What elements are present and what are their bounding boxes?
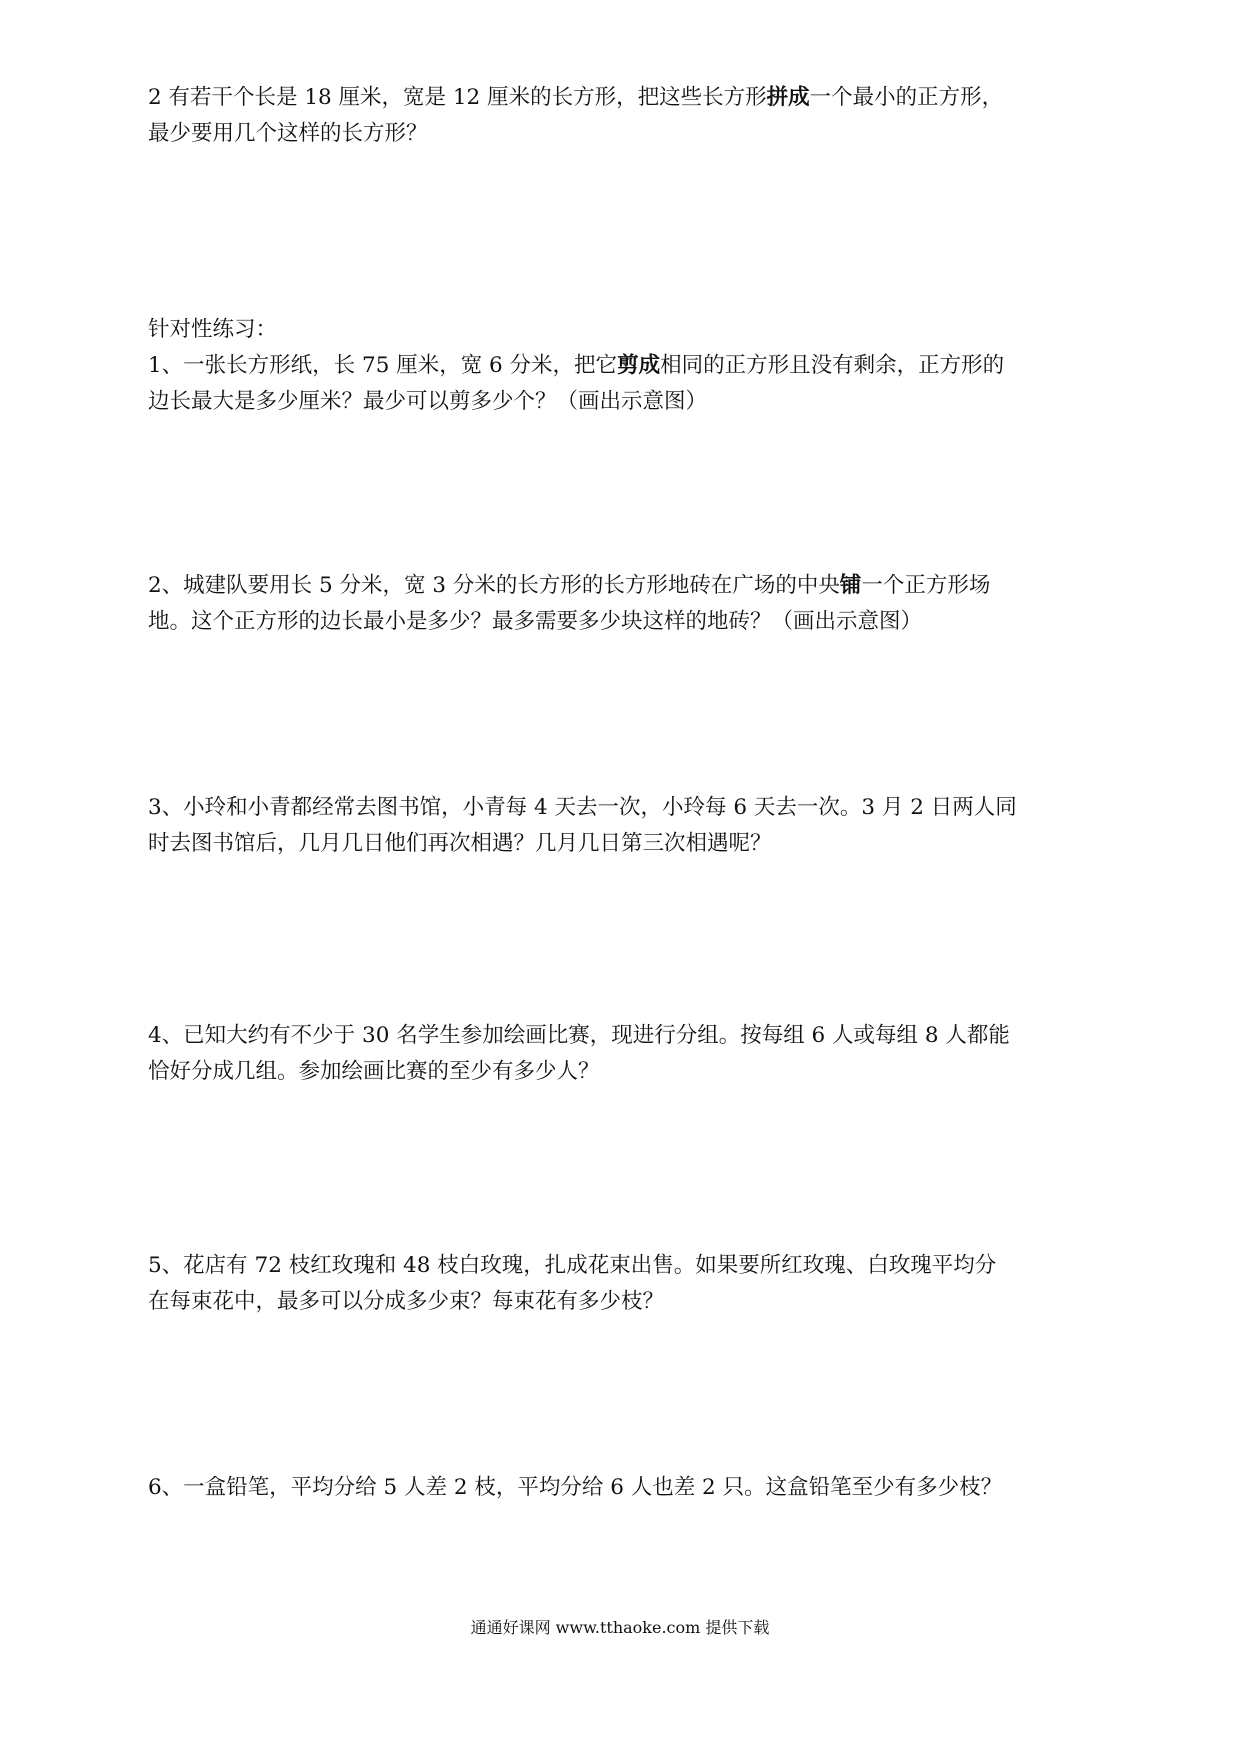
question-5 [148,1248,1118,1320]
practice-section [148,312,1118,420]
question-1-line-2: 边长最大是多少厘米？最少可以剪多少个？（画出示意图） [148,389,708,414]
practice-heading: 针对性练习： [148,317,278,342]
question-3-line-1: 3、小玲和小青都经常去图书馆，小青每 4 天去一次，小玲每 6 天去一次。3 月 2 日两人同 [148,795,1017,820]
question-5-line-1: 5、花店有 72 枝红玫瑰和 48 枝白玫瑰，扎成花束出售。如果要所红玫瑰、白玫瑰平均分 [148,1253,997,1278]
question-2 [148,568,1118,640]
question-4-line-2: 恰好分成几组。参加绘画比赛的至少有多少人？ [148,1059,600,1084]
question-2-line-1: 2、城建队要用长 5 分米，宽 3 分米的长方形的长方形地砖在广场的中央铺一个正方形场 [148,573,991,598]
question-5-line-2: 在每束花中，最多可以分成多少束？每束花有多少枝？ [148,1289,665,1314]
emphasis-pincheng: 拼成 [766,85,810,110]
question-2-line-2: 地。这个正方形的边长最小是多少？最多需要多少块这样的地砖？（画出示意图） [148,609,923,634]
problem-2-line-2: 最少要用几个这样的长方形？ [148,121,428,146]
question-1-line-1: 1、一张长方形纸，长 75 厘米，宽 6 分米，把它剪成相同的正方形且没有剩余，正方形的 [148,353,1005,378]
question-6-line-1: 6、一盒铅笔，平均分给 5 人差 2 枝，平均分给 6 人也差 2 只。这盒铅笔至少有多少枝？ [148,1475,1003,1500]
question-4 [148,1018,1118,1090]
question-6 [148,1470,1118,1506]
emphasis-pu: 铺 [839,573,862,598]
problem-2 [148,80,1118,152]
question-4-line-1: 4、已知大约有不少于 30 名学生参加绘画比赛，现进行分组。按每组 6 人或每组 8 人都能 [148,1023,1010,1048]
problem-2-line-1: 2 有若干个长是 18 厘米，宽是 12 厘米的长方形，把这些长方形拼成一个最小的正方形， [148,85,1004,110]
question-3 [148,790,1118,862]
question-3-line-2: 时去图书馆后，几月几日他们再次相遇？几月几日第三次相遇呢？ [148,831,772,856]
page-footer: 通通好课网 www.tthaoke.com 提供下载 [470,1618,770,1637]
emphasis-jiancheng: 剪成 [617,353,661,378]
